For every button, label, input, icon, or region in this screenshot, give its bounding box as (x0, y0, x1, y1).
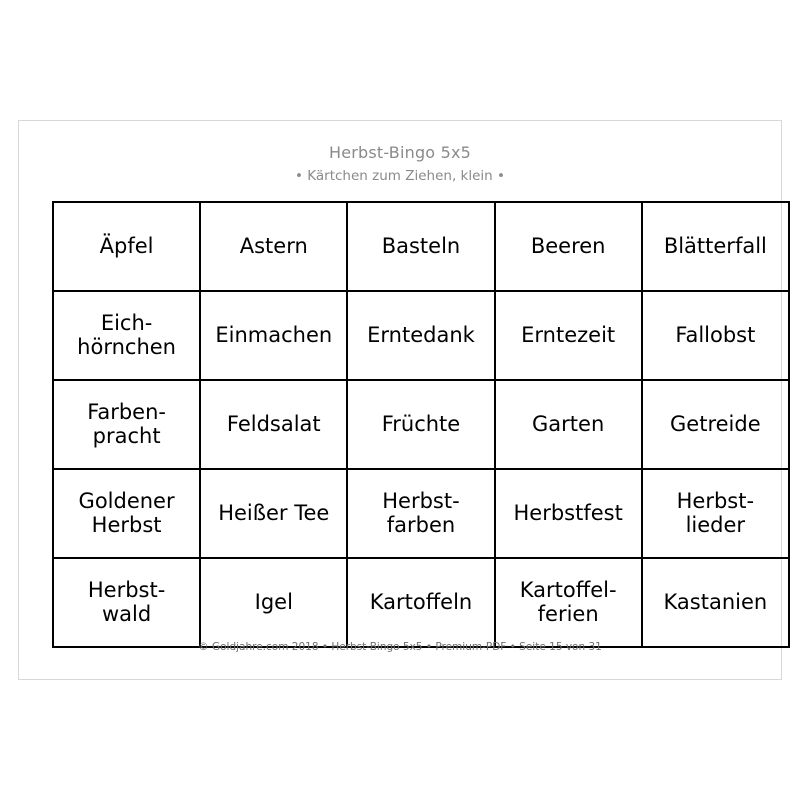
bingo-cell[interactable] (53, 469, 200, 558)
bingo-cell-label: Farben- pracht (87, 399, 166, 448)
page-subtitle: • Kärtchen zum Ziehen, klein • (295, 168, 505, 184)
bingo-cell-label: Feldsalat (226, 411, 321, 436)
bingo-cell-label: Basteln (381, 233, 461, 258)
bingo-cell-label: Herbstfest (513, 500, 623, 525)
bingo-cell-label: Kartoffel- ferien (519, 577, 617, 626)
bingo-cell-label: Früchte (381, 411, 461, 436)
page-footer: © Goldjahre.com 2018 • Herbst-Bingo 5x5 • Premium-PDF • Seite 15 von 31 (198, 641, 602, 653)
bingo-cell-label: Garten (532, 411, 605, 436)
bingo-cell-label: Eich- hörnchen (77, 310, 176, 359)
bingo-cell[interactable] (347, 558, 494, 647)
bingo-cell[interactable] (200, 380, 347, 469)
bingo-grid-wrapper (52, 201, 768, 648)
bingo-cell[interactable] (495, 202, 642, 291)
bingo-cell-label: Igel (254, 589, 293, 614)
bingo-cell[interactable] (642, 202, 789, 291)
bingo-cell[interactable] (347, 291, 494, 380)
bingo-cell-label: Astern (239, 233, 308, 258)
bingo-cell-label: Erntedank (367, 322, 475, 347)
bingo-cell[interactable] (200, 202, 347, 291)
table-row (53, 558, 789, 647)
bingo-cell-label: Herbst- wald (87, 577, 166, 626)
bingo-cell-label: Kartoffeln (369, 589, 473, 614)
bingo-cell[interactable] (495, 469, 642, 558)
bingo-cell[interactable] (347, 202, 494, 291)
bingo-cell-label: Äpfel (99, 233, 154, 258)
bingo-cell[interactable] (53, 380, 200, 469)
bingo-cell[interactable] (347, 380, 494, 469)
bingo-cell-label: Goldener Herbst (78, 488, 175, 537)
table-row (53, 291, 789, 380)
table-row (53, 202, 789, 291)
bingo-cell[interactable] (642, 558, 789, 647)
table-row (53, 380, 789, 469)
document-sheet (18, 120, 782, 680)
bingo-cell[interactable] (347, 469, 494, 558)
bingo-grid (52, 201, 790, 648)
bingo-cell-label: Einmachen (215, 322, 333, 347)
bingo-cell[interactable] (200, 291, 347, 380)
bingo-cell-label: Kastanien (663, 589, 768, 614)
bingo-cell[interactable] (53, 291, 200, 380)
bingo-cell[interactable] (200, 558, 347, 647)
bingo-cell[interactable] (200, 469, 347, 558)
bingo-cell-label: Beeren (530, 233, 606, 258)
bingo-cell[interactable] (642, 291, 789, 380)
bingo-cell[interactable] (53, 558, 200, 647)
bingo-cell[interactable] (53, 202, 200, 291)
bingo-cell-label: Herbst- farben (382, 488, 460, 537)
bingo-cell-label: Fallobst (675, 322, 756, 347)
bingo-cell[interactable] (495, 380, 642, 469)
bingo-cell-label: Heißer Tee (218, 500, 330, 525)
bingo-cell-label: Herbst- lieder (676, 488, 755, 537)
bingo-cell[interactable] (495, 291, 642, 380)
bingo-cell[interactable] (495, 558, 642, 647)
bingo-cell-label: Getreide (670, 411, 761, 436)
page-title: Herbst-Bingo 5x5 (328, 143, 472, 162)
bingo-cell-label: Erntezeit (521, 322, 616, 347)
bingo-cell[interactable] (642, 380, 789, 469)
bingo-cell[interactable] (642, 469, 789, 558)
bingo-cell-label: Blätterfall (663, 233, 767, 258)
table-row (53, 469, 789, 558)
